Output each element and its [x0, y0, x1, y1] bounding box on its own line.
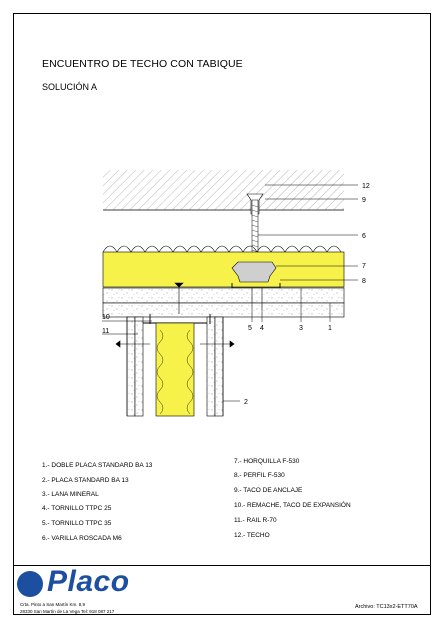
callout-9: 9 — [362, 197, 366, 204]
callout-5: 5 — [248, 325, 252, 332]
drawing-title: ENCUENTRO DE TECHO CON TABIQUE — [42, 58, 243, 70]
placo-logo-icon — [17, 571, 43, 597]
callout-11: 11 — [102, 328, 110, 335]
brand-logo: Placo — [47, 565, 130, 598]
callout-12: 12 — [362, 183, 370, 190]
legend-item: 10.- REMACHE, TACO DE EXPANSIÓN — [234, 502, 351, 509]
callout-1: 1 — [328, 325, 332, 332]
legend-item: 2.- PLACA STANDARD BA 13 — [42, 477, 129, 484]
callout-8: 8 — [362, 278, 366, 285]
callout-7: 7 — [362, 263, 366, 270]
legend-item: 6.- VARILLA ROSCADA M6 — [42, 535, 122, 542]
legend-item: 5.- TORNILLO TTPC 35 — [42, 520, 112, 527]
mineral-wool-top — [103, 246, 341, 252]
legend-item: 1.- DOBLE PLACA STANDARD BA 13 — [42, 462, 153, 469]
address-line: 28330 San Martín de La Vega Tel: 918 087 217 — [20, 609, 115, 614]
callout-4: 4 — [260, 325, 264, 332]
drawing-subtitle: SOLUCIÓN A — [42, 82, 98, 92]
legend-item: 11.- RAIL R-70 — [234, 517, 277, 524]
legend-item: 9.- TACO DE ANCLAJE — [234, 487, 303, 494]
callout-6: 6 — [362, 233, 366, 240]
insulation-band — [103, 252, 344, 287]
callout-3: 3 — [299, 325, 303, 332]
legend-item: 4.- TORNILLO TTPC 25 — [42, 505, 112, 512]
double-board — [103, 288, 344, 303]
callout-2: 2 — [244, 399, 248, 406]
partition-insulation — [156, 323, 194, 416]
address-line: Crta. Pinto a San Martín Km. 8,9 — [20, 602, 86, 607]
legend-item: 3.- LANA MINERAL — [42, 491, 99, 498]
callout-10: 10 — [102, 314, 110, 321]
legend-item: 7.- HORQUILLA F-530 — [234, 458, 300, 465]
rail-r70 — [140, 317, 215, 323]
ceiling-slab — [103, 170, 344, 210]
legend-item: 12.- TECHO — [234, 532, 270, 539]
file-reference: Archivo: TC13x2-ETT70A — [355, 604, 418, 610]
legend-item: 8.- PERFIL F-530 — [234, 472, 285, 479]
